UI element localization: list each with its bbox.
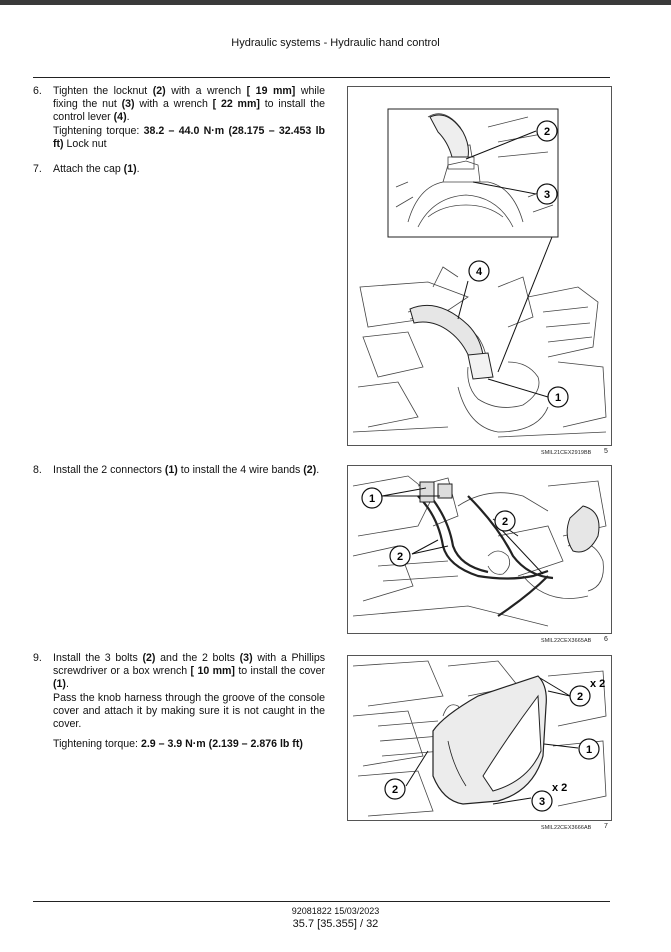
svg-text:3: 3 (538, 796, 546, 808)
step-7-text: Attach the cap (1). (53, 163, 140, 175)
callout-3 (537, 184, 557, 204)
callout-1 (579, 739, 599, 759)
callout-2 (390, 546, 410, 566)
figure-6 (347, 465, 612, 634)
figure-7-number: 7 (604, 823, 608, 830)
step-number: 9. (33, 652, 42, 664)
step-8 (33, 464, 325, 477)
svg-text:1: 1 (585, 744, 593, 756)
footer-page-number: 35.7 [35.355] / 32 (292, 918, 379, 930)
step-9-note: Pass the knob harness through the groove of the console cover and attach it by making sure it is not caught in the cover. (53, 691, 325, 731)
multiplier-x2: x 2 (552, 782, 568, 794)
svg-text:4: 4 (475, 266, 483, 278)
callout-3 (532, 791, 552, 811)
svg-text:2: 2 (543, 126, 551, 138)
step-7 (33, 163, 325, 176)
page-header-title: Hydraulic systems - Hydraulic hand control (231, 37, 440, 49)
figure-5-callouts (348, 87, 611, 445)
figure-6-number: 6 (604, 636, 608, 643)
callout-4 (469, 261, 489, 281)
footer-document-id: 92081822 15/03/2023 (291, 906, 380, 916)
callout-1 (362, 488, 382, 508)
figure-5 (347, 86, 612, 446)
figure-5-number: 5 (604, 448, 608, 455)
step-number: 7. (33, 163, 42, 175)
svg-text:2: 2 (391, 784, 399, 796)
figure-6-callouts (348, 466, 611, 633)
step-9-torque: Tightening torque: 2.9 – 3.9 N·m (2.139 – 2.876 lb ft) (53, 738, 303, 751)
svg-text:1: 1 (554, 392, 562, 404)
callout-2 (385, 779, 405, 799)
figure-7-callouts (348, 656, 611, 820)
callout-2 (495, 511, 515, 531)
figure-7 (347, 655, 612, 821)
svg-text:2: 2 (576, 691, 584, 703)
step-9 (33, 652, 325, 751)
step-6-text: Tighten the locknut (2) with a wrench [ 19 mm] while fixing the nut (3) with a wrench [ 22 mm] to install the control lever (4). (53, 85, 325, 124)
figure-6-code: SMIL22CEX3665AB (541, 638, 592, 644)
step-number: 8. (33, 464, 42, 476)
callout-1 (548, 387, 568, 407)
step-8-text: Install the 2 connectors (1) to install the 4 wire bands (2). (53, 464, 320, 476)
step-6-torque: Tightening torque: 38.2 – 44.0 N·m (28.175 – 32.453 lb ft) Lock nut (53, 124, 326, 150)
top-bar (0, 0, 671, 5)
svg-text:2: 2 (501, 516, 509, 528)
step-9-text: Install the 3 bolts (2) and the 2 bolts (3) with a Phillips screwdriver or a box wrench [ 10 mm] to install the cover (1). (53, 652, 326, 691)
footer-divider (33, 901, 610, 902)
header-divider (33, 77, 610, 78)
figure-5-code: SMIL21CEX2919BB (541, 450, 592, 456)
callout-2 (537, 121, 557, 141)
callout-2 (570, 686, 590, 706)
svg-text:1: 1 (368, 493, 376, 505)
figure-7-code: SMIL22CEX3666AB (541, 825, 592, 831)
step-6 (33, 85, 325, 151)
multiplier-x2: x 2 (590, 678, 606, 690)
svg-text:2: 2 (396, 551, 404, 563)
step-number: 6. (33, 85, 42, 97)
svg-text:3: 3 (543, 189, 551, 201)
